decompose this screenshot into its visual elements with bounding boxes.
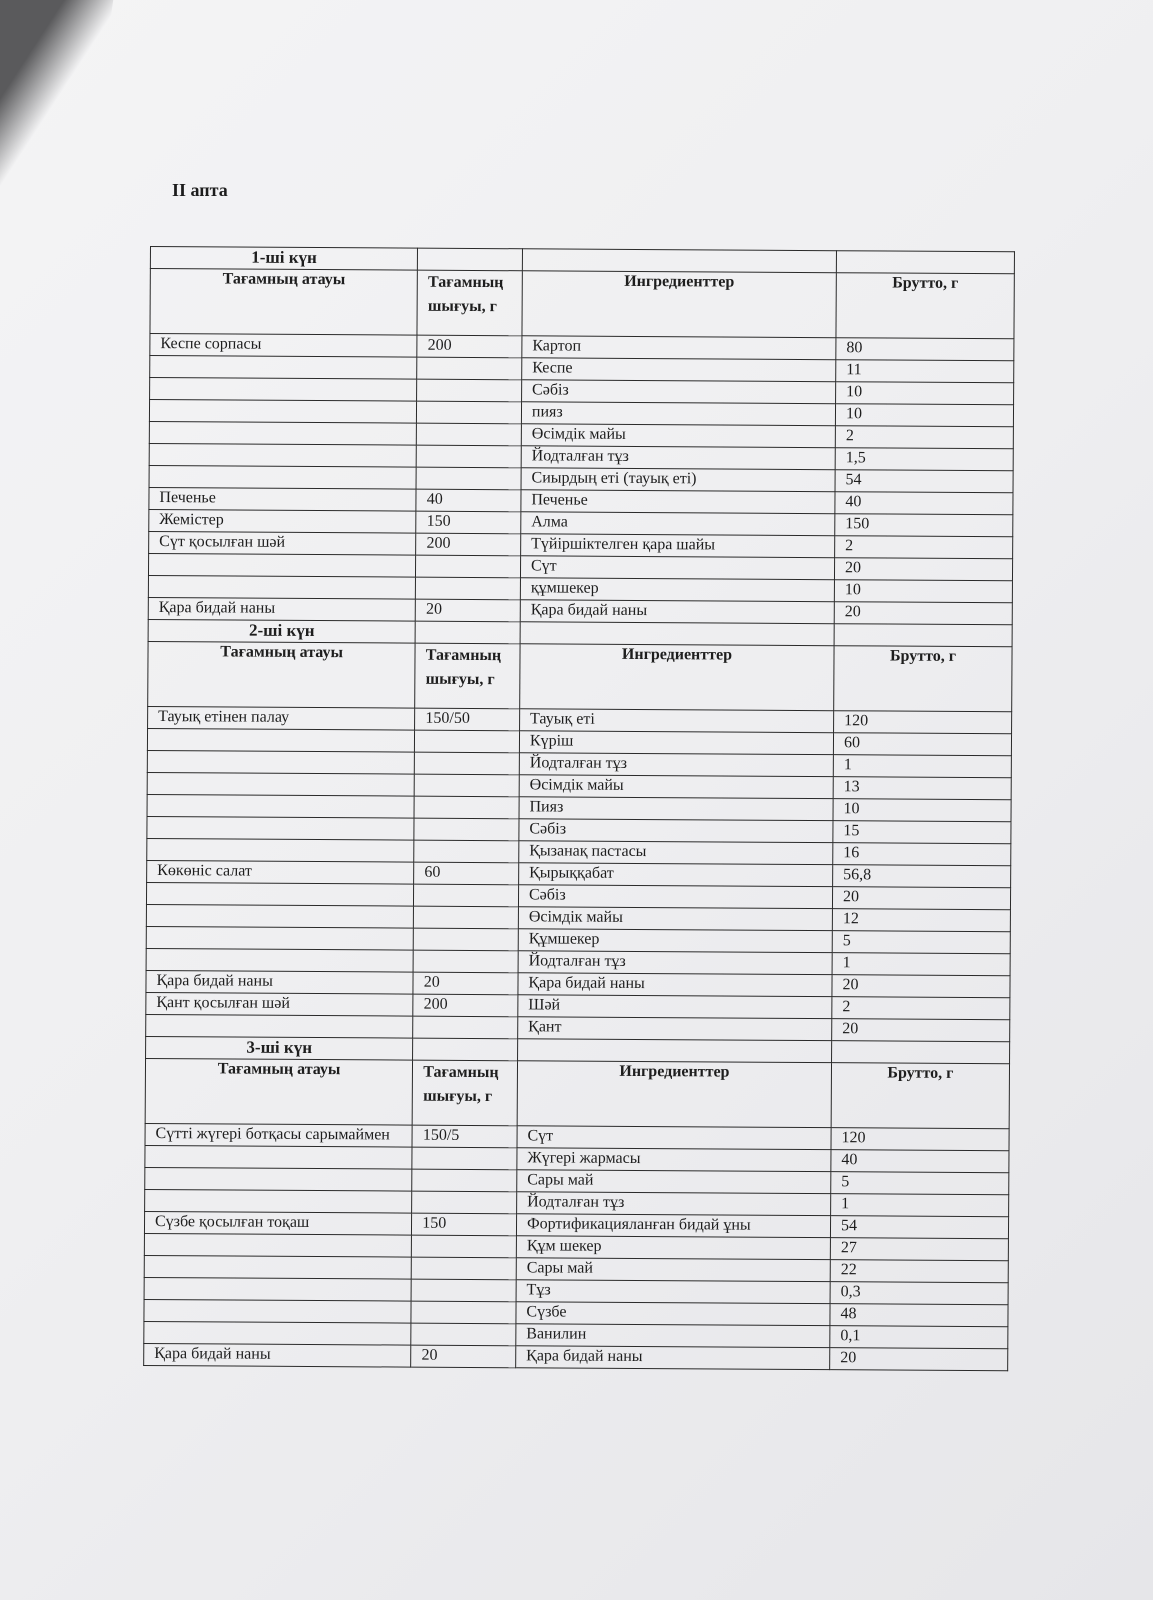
- dish-name-cell: [144, 1299, 411, 1323]
- ingredient-cell: Картоп: [522, 336, 836, 360]
- ingredient-cell: Пияз: [519, 797, 833, 821]
- dish-name-cell: Кеспе сорпасы: [150, 334, 417, 358]
- header-ingredients: Ингредиенттер: [520, 644, 834, 711]
- empty-cell: [836, 251, 1014, 274]
- ingredient-cell: Құм шекер: [516, 1236, 830, 1260]
- empty-cell: [418, 248, 523, 271]
- ingredient-cell: Күріш: [519, 731, 833, 755]
- yield-cell: [414, 884, 519, 907]
- ingredient-cell: Алма: [521, 512, 835, 536]
- gross-cell: 27: [830, 1238, 1008, 1261]
- dish-name-cell: Сүзбе қосылған тоқаш: [144, 1211, 411, 1235]
- yield-cell: [416, 577, 521, 600]
- dish-name-cell: [150, 378, 417, 402]
- yield-cell: 150: [412, 1213, 517, 1236]
- ingredient-cell: Қырыққабат: [519, 863, 833, 887]
- yield-cell: [415, 752, 520, 775]
- dish-name-cell: [149, 400, 416, 424]
- gross-cell: 48: [830, 1304, 1008, 1327]
- dish-name-cell: [147, 794, 414, 818]
- dish-name-cell: [144, 1233, 411, 1257]
- ingredient-cell: Шәй: [518, 995, 832, 1019]
- dish-name-cell: Сүтті жүгері ботқасы сарымаймен: [145, 1123, 412, 1147]
- ingredient-cell: құмшекер: [520, 578, 834, 602]
- table-row: [144, 1343, 1008, 1370]
- ingredient-cell: Фортификацияланған бидай ұны: [516, 1214, 830, 1238]
- ingredient-cell: Қант: [518, 1017, 832, 1041]
- gross-cell: 11: [836, 360, 1014, 383]
- gross-cell: 40: [835, 492, 1013, 515]
- ingredient-cell: Сүт: [517, 1126, 831, 1150]
- yield-cell: 200: [416, 533, 521, 556]
- yield-cell: [411, 1301, 516, 1324]
- ingredient-cell: Сиырдың еті (тауық еті): [521, 468, 835, 492]
- gross-cell: 22: [830, 1260, 1008, 1283]
- yield-cell: [413, 950, 518, 973]
- dish-name-cell: [147, 816, 414, 840]
- ingredient-cell: Өсімдік майы: [518, 907, 832, 931]
- yield-cell: [417, 357, 522, 380]
- ingredient-cell: Сары май: [517, 1170, 831, 1194]
- yield-cell: [414, 906, 519, 929]
- yield-cell: [412, 1169, 517, 1192]
- ingredient-cell: Қара бидай наны: [520, 600, 834, 624]
- ingredient-cell: Сүт: [520, 556, 834, 580]
- dish-name-cell: [144, 1321, 411, 1345]
- yield-cell: [412, 1235, 517, 1258]
- gross-cell: 15: [833, 821, 1011, 844]
- empty-cell: [415, 621, 520, 644]
- gross-cell: 120: [831, 1128, 1009, 1151]
- yield-cell: [411, 1279, 516, 1302]
- ingredient-cell: Тауық еті: [519, 709, 833, 733]
- gross-cell: 0,3: [830, 1282, 1008, 1305]
- dish-name-cell: [147, 728, 414, 752]
- dish-name-cell: [144, 1255, 411, 1279]
- dish-name-cell: Қара бидай наны: [144, 1343, 411, 1367]
- dish-name-cell: [146, 948, 413, 972]
- yield-cell: [413, 928, 518, 951]
- dish-name-cell: Көкөніс салат: [147, 860, 414, 884]
- dish-name-cell: Қара бидай наны: [148, 597, 415, 621]
- gross-cell: 10: [834, 580, 1012, 603]
- yield-cell: 150: [416, 511, 521, 534]
- yield-cell: 60: [414, 862, 519, 885]
- gross-cell: 20: [834, 558, 1012, 581]
- gross-cell: 16: [833, 843, 1011, 866]
- dish-name-cell: [146, 1014, 413, 1038]
- dish-name-cell: [145, 1145, 412, 1169]
- yield-cell: [414, 840, 519, 863]
- header-dish-name: Тағамның атауы: [150, 269, 418, 336]
- header-yield: Тағамның шығуы, г: [415, 643, 520, 709]
- ingredient-cell: Құмшекер: [518, 929, 832, 953]
- header-row: [150, 269, 1014, 339]
- week-title: II апта: [172, 180, 228, 200]
- empty-cell: [517, 1039, 831, 1063]
- dish-name-cell: Жемістер: [149, 509, 416, 533]
- yield-cell: [414, 774, 519, 797]
- empty-cell: [520, 622, 834, 646]
- gross-cell: 40: [831, 1150, 1009, 1173]
- dish-name-cell: [148, 575, 415, 599]
- ingredient-cell: Сүзбе: [516, 1302, 830, 1326]
- ingredient-cell: Түйіршіктелген қара шайы: [521, 534, 835, 558]
- dish-name-cell: [146, 882, 413, 906]
- gross-cell: 2: [835, 536, 1013, 559]
- dish-name-cell: [149, 443, 416, 467]
- ingredient-cell: Жүгері жармасы: [517, 1148, 831, 1172]
- gross-cell: 5: [831, 1172, 1009, 1195]
- yield-cell: 20: [413, 972, 518, 995]
- ingredient-cell: Өсімдік майы: [521, 424, 835, 448]
- ingredient-cell: Йодталған тұз: [517, 1192, 831, 1216]
- yield-cell: [417, 401, 522, 424]
- yield-cell: [411, 1323, 516, 1346]
- yield-cell: 200: [417, 335, 522, 358]
- dish-name-cell: [148, 553, 415, 577]
- ingredient-cell: Қызанақ пастасы: [519, 841, 833, 865]
- ingredient-cell: Йодталған тұз: [519, 753, 833, 777]
- ingredient-cell: Ванилин: [516, 1324, 830, 1348]
- yield-cell: [414, 796, 519, 819]
- yield-cell: [417, 379, 522, 402]
- yield-cell: [412, 1191, 517, 1214]
- dish-name-cell: Печенье: [149, 487, 416, 511]
- gross-cell: 12: [832, 909, 1010, 932]
- yield-cell: [416, 467, 521, 490]
- ingredient-cell: Сәбіз: [519, 819, 833, 843]
- gross-cell: 1: [831, 1194, 1009, 1217]
- yield-cell: [412, 1147, 517, 1170]
- gross-cell: 1,5: [835, 448, 1013, 471]
- dish-name-cell: Қара бидай наны: [146, 970, 413, 994]
- dish-name-cell: [147, 772, 414, 796]
- ingredient-cell: Печенье: [521, 490, 835, 514]
- dish-name-cell: [146, 926, 413, 950]
- header-ingredients: Ингредиенттер: [517, 1061, 831, 1128]
- yield-cell: [416, 445, 521, 468]
- gross-cell: 20: [832, 1019, 1010, 1042]
- yield-cell: 150/5: [412, 1125, 517, 1148]
- page-corner-shadow: [0, 0, 113, 197]
- header-ingredients: Ингредиенттер: [522, 271, 836, 338]
- ingredient-cell: Йодталған тұз: [521, 446, 835, 470]
- empty-cell: [522, 249, 836, 273]
- yield-cell: [417, 423, 522, 446]
- gross-cell: 120: [834, 711, 1012, 734]
- header-dish-name: Тағамның атауы: [148, 641, 416, 708]
- empty-cell: [834, 624, 1012, 647]
- yield-cell: 20: [415, 599, 520, 622]
- gross-cell: 10: [833, 799, 1011, 822]
- dish-name-cell: Тауық етінен палау: [148, 706, 415, 730]
- day-title: 2-ші күн: [148, 619, 415, 643]
- dish-name-cell: [150, 356, 417, 380]
- header-yield: Тағамның шығуы, г: [417, 270, 522, 336]
- ingredient-cell: Сәбіз: [518, 885, 832, 909]
- dish-name-cell: [145, 1167, 412, 1191]
- dish-name-cell: [149, 465, 416, 489]
- yield-cell: 40: [416, 489, 521, 512]
- ingredient-cell: Сары май: [516, 1258, 830, 1282]
- gross-cell: 10: [835, 404, 1013, 427]
- gross-cell: 13: [833, 777, 1011, 800]
- dish-name-cell: [145, 1189, 412, 1213]
- yield-cell: [414, 818, 519, 841]
- ingredient-cell: Тұз: [516, 1280, 830, 1304]
- day-title: 3-ші күн: [146, 1036, 413, 1060]
- gross-cell: 150: [835, 514, 1013, 537]
- yield-cell: 150/50: [415, 708, 520, 731]
- header-yield: Тағамның шығуы, г: [412, 1060, 517, 1126]
- gross-cell: 80: [836, 338, 1014, 361]
- gross-cell: 20: [830, 1348, 1008, 1371]
- gross-cell: 2: [832, 997, 1010, 1020]
- dish-name-cell: [147, 838, 414, 862]
- yield-cell: [415, 730, 520, 753]
- gross-cell: 1: [832, 953, 1010, 976]
- ingredient-cell: Кеспе: [522, 358, 836, 382]
- header-gross: Брутто, г: [831, 1063, 1009, 1129]
- gross-cell: 20: [832, 975, 1010, 998]
- gross-cell: 20: [834, 602, 1012, 625]
- gross-cell: 60: [833, 733, 1011, 756]
- dish-name-cell: Қант қосылған шәй: [146, 992, 413, 1016]
- empty-cell: [413, 1038, 518, 1061]
- yield-cell: [413, 1016, 518, 1039]
- menu-table-body: [144, 247, 1015, 1371]
- day-title: 1-ші күн: [150, 247, 417, 271]
- gross-cell: 5: [832, 931, 1010, 954]
- ingredient-cell: Өсімдік майы: [519, 775, 833, 799]
- yield-cell: 200: [413, 994, 518, 1017]
- gross-cell: 2: [835, 426, 1013, 449]
- dish-name-cell: [144, 1277, 411, 1301]
- yield-cell: [411, 1257, 516, 1280]
- dish-name-cell: [146, 904, 413, 928]
- header-row: [148, 641, 1012, 711]
- dish-name-cell: [147, 750, 414, 774]
- header-gross: Брутто, г: [836, 273, 1014, 339]
- ingredient-cell: пияз: [521, 402, 835, 426]
- header-gross: Брутто, г: [834, 646, 1012, 712]
- menu-table: [143, 246, 1015, 1371]
- ingredient-cell: Йодталған тұз: [518, 951, 832, 975]
- gross-cell: 56,8: [833, 865, 1011, 888]
- ingredient-cell: Қара бидай наны: [518, 973, 832, 997]
- header-row: [145, 1058, 1009, 1128]
- ingredient-cell: Қара бидай наны: [516, 1346, 830, 1370]
- gross-cell: 20: [832, 887, 1010, 910]
- gross-cell: 1: [833, 755, 1011, 778]
- gross-cell: 54: [835, 470, 1013, 493]
- yield-cell: 20: [411, 1345, 516, 1368]
- dish-name-cell: [149, 421, 416, 445]
- gross-cell: 54: [830, 1216, 1008, 1239]
- ingredient-cell: Сәбіз: [522, 380, 836, 404]
- gross-cell: 0,1: [830, 1326, 1008, 1349]
- gross-cell: 10: [836, 382, 1014, 405]
- empty-cell: [832, 1041, 1010, 1064]
- header-dish-name: Тағамның атауы: [145, 1058, 413, 1125]
- yield-cell: [416, 555, 521, 578]
- dish-name-cell: Сүт қосылған шәй: [149, 531, 416, 555]
